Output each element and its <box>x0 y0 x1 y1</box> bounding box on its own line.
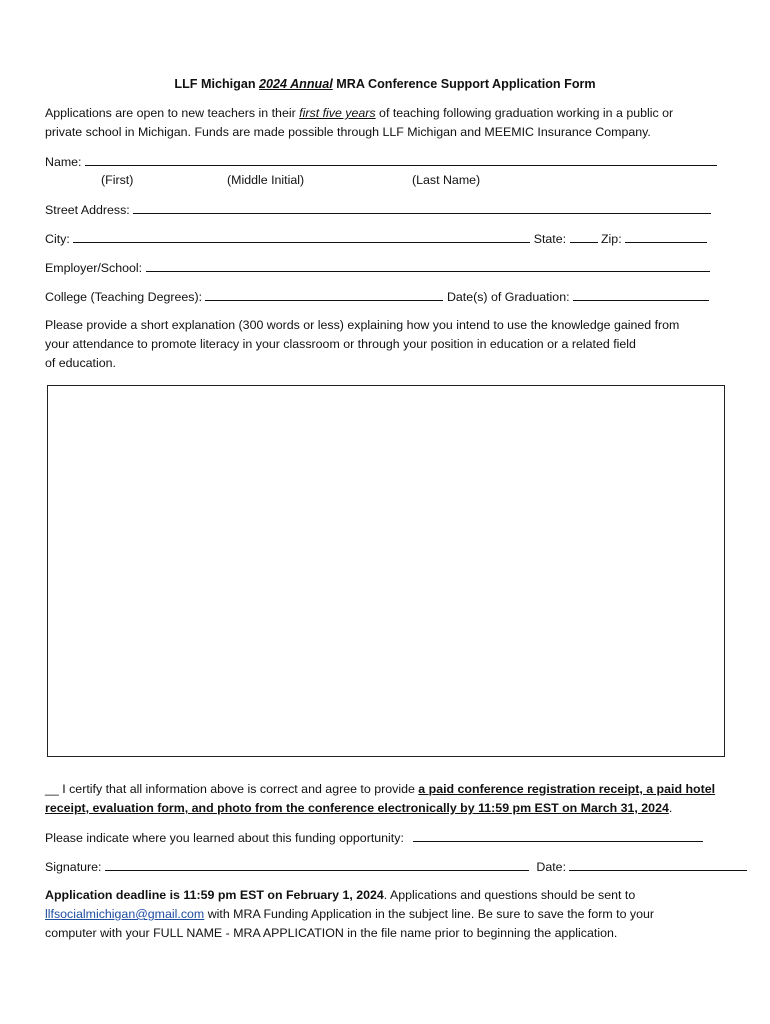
deadline-line-2 <box>45 907 654 921</box>
college-label: College (Teaching Degrees): <box>45 290 203 304</box>
intro-line-2: private school in Michigan. Funds are made possible through LLF Michigan and MEEMIC Insurance Company. <box>45 125 651 139</box>
first-label: (First) <box>101 173 134 187</box>
learned-field[interactable] <box>413 830 703 842</box>
certify-requirements: a paid conference registration receipt, a paid hotel <box>418 782 716 796</box>
certify-period: . <box>668 801 673 815</box>
certify-checkbox-text[interactable]: __ I certify that all information above is correct and agree to provide <box>45 782 419 796</box>
name-row <box>45 154 717 169</box>
form-title <box>0 77 770 91</box>
intro-text-cont: of teaching following graduation working in a public or <box>375 106 674 120</box>
signature-label: Signature: <box>45 860 102 874</box>
explanation-line-1: Please provide a short explanation (300 words or less) explaining how you intend to use the knowledge gained from <box>45 318 680 332</box>
intro-emphasis: first five years <box>299 106 376 120</box>
state-label: State: <box>533 232 567 246</box>
graduation-field[interactable] <box>573 289 709 301</box>
city-field[interactable] <box>73 231 530 243</box>
employer-label: Employer/School: <box>45 261 143 275</box>
last-name-label: (Last Name) <box>412 173 481 187</box>
date-field[interactable] <box>569 859 747 871</box>
state-field[interactable] <box>570 231 598 243</box>
college-field[interactable] <box>205 289 443 301</box>
learned-row <box>45 830 703 845</box>
intro-line-1 <box>45 106 673 120</box>
date-label: Date: <box>536 860 567 874</box>
email-link[interactable]: llfsocialmichigan@gmail.com <box>45 907 205 921</box>
explanation-line-3: of education. <box>45 356 116 370</box>
street-field[interactable] <box>133 202 711 214</box>
street-label: Street Address: <box>45 203 130 217</box>
signature-row <box>45 859 747 874</box>
explanation-line-2: your attendance to promote literacy in your classroom or through your position in education or a related field <box>45 337 636 351</box>
title-suffix: MRA Conference Support Application Form <box>332 77 596 91</box>
deadline-text-cont: with MRA Funding Application in the subject line. Be sure to save the form to your <box>204 907 655 921</box>
city-label: City: <box>45 232 70 246</box>
explanation-textbox[interactable] <box>47 385 725 757</box>
zip-label: Zip: <box>600 232 622 246</box>
deadline-bold: Application deadline is 11:59 pm EST on February 1, 2024 <box>45 888 384 902</box>
employer-field[interactable] <box>146 260 710 272</box>
city-row <box>45 231 707 246</box>
title-year-annual: 2024 Annual <box>259 77 333 91</box>
title-prefix: LLF Michigan <box>174 77 260 91</box>
employer-row <box>45 260 710 275</box>
deadline-line-3: computer with your FULL NAME - MRA APPLICATION in the file name prior to beginning the application. <box>45 926 618 940</box>
name-label: Name: <box>45 155 82 169</box>
street-row <box>45 202 711 217</box>
signature-field[interactable] <box>105 859 529 871</box>
deadline-line-1 <box>45 888 635 902</box>
name-field[interactable] <box>85 154 717 166</box>
middle-initial-label: (Middle Initial) <box>227 173 305 187</box>
learned-label: Please indicate where you learned about this funding opportunity: <box>45 831 404 845</box>
certify-line-2 <box>45 801 672 815</box>
college-row <box>45 289 709 304</box>
intro-text: Applications are open to new teachers in their <box>45 106 300 120</box>
certify-line-1 <box>45 782 715 796</box>
zip-field[interactable] <box>625 231 707 243</box>
certify-requirements-cont: receipt, evaluation form, and photo from the conference electronically by 11:59 pm EST on March 31, 2024 <box>45 801 669 815</box>
graduation-label: Date(s) of Graduation: <box>446 290 570 304</box>
deadline-text: . Applications and questions should be sent to <box>383 888 636 902</box>
